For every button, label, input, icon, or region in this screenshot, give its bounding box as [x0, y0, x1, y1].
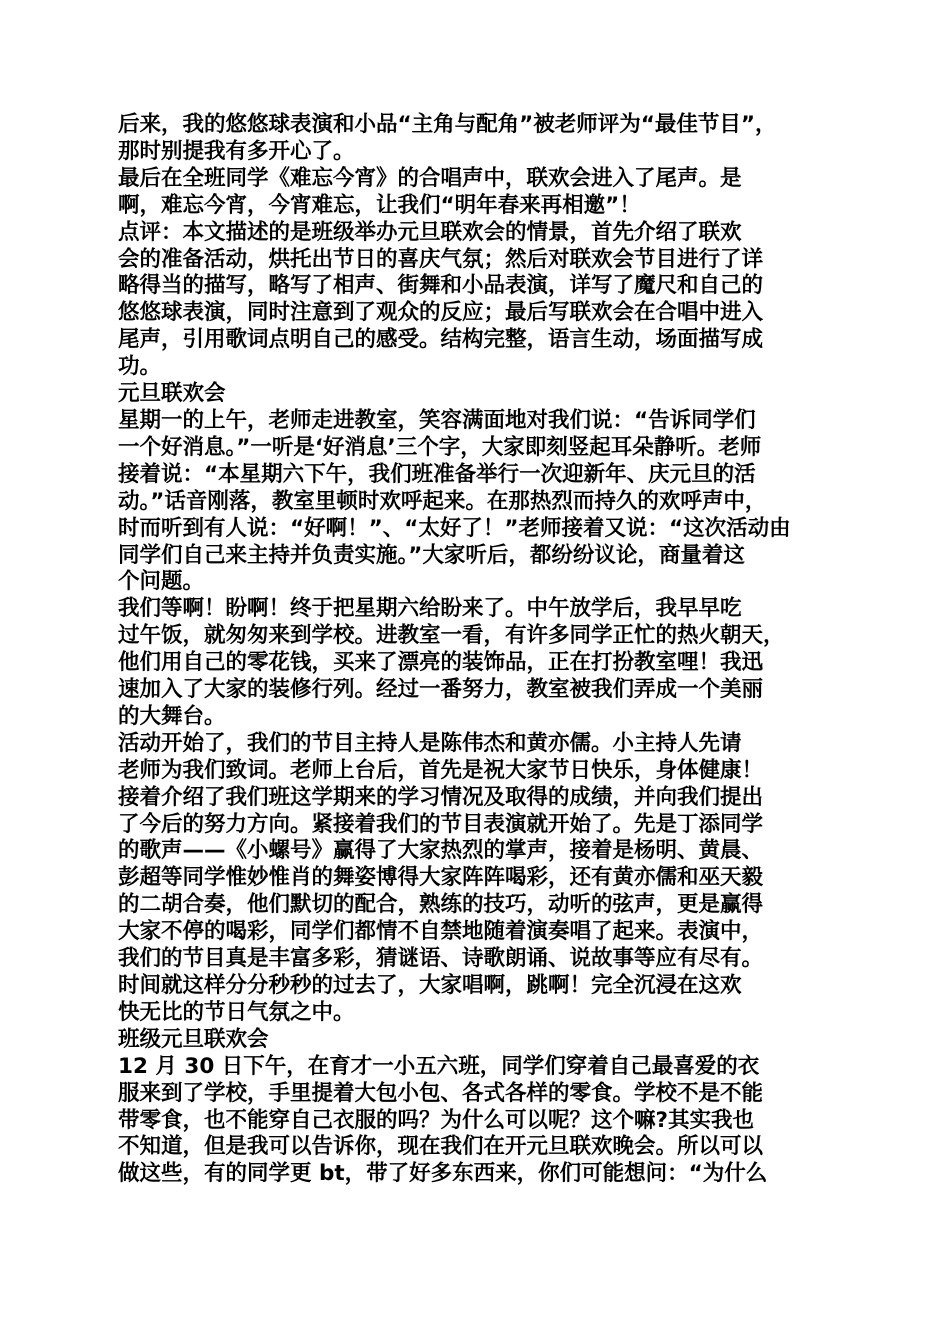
paragraph: 星期一的上午，老师走进教室，笑容满面地对我们说：“告诉同学们 一个好消息。”一听是‘好消息’三个字，大家即刻竖起耳朵静听。老师 接着说：“本星期六下午，我们班准备举行一次迎新年、庆元旦的活 动。”话音刚落，教室里顿时欢呼起来。在那热烈而持久的欢呼声中， 时而听到有人说：“好啊！”、“太好了！”老师接着又说：“这次活动由 同学们自己来主持并负责实施。”大家听后，都纷纷议论，商量着这 个问题。 — [118, 407, 791, 595]
paragraph: 后来，我的悠悠球表演和小品“主角与配角”被老师评为“最佳节目”， 那时别提我有多开心了。 — [118, 112, 777, 164]
section-heading: 班级元旦联欢会 — [118, 1026, 269, 1052]
section-heading: 元旦联欢会 — [118, 381, 226, 407]
paragraph: 时间就这样分分秒秒的过去了，大家唱啊，跳啊！完全沉浸在这欢 快无比的节日气氛之中。 — [118, 973, 742, 1025]
paragraph: 12 月 30 日下午，在育才一小五六班，同学们穿着自己最喜爱的衣 服来到了学校，手里提着大包小包、各式各样的零食。学校不是不能 带零食，也不能穿自己衣服的吗？为什么可以呢？这个嘛?其实我也 不知道，但是我可以告诉你，现在我们在开元旦联欢晚会。所以可以 做这些，有的同学更 bt，带了好多东西来，你们可能想问：“为什么 — [118, 1053, 768, 1187]
paragraph: 点评：本文描述的是班级举办元旦联欢会的情景，首先介绍了联欢 会的准备活动，烘托出节日的喜庆气氛；然后对联欢会节目进行了详 略得当的描写，略写了相声、街舞和小品表演，详写了魔尺和自己的 悠悠球表演，同时注意到了观众的反应；最后写联欢会在合唱中进入 尾声，引用歌词点明自己的感受。结构完整，语言生动，场面描写成 功。 — [118, 219, 764, 380]
paragraph: 最后在全班同学《难忘今宵》的合唱声中，联欢会进入了尾声。是 啊，难忘今宵，今宵难忘，让我们“明年春来再相邀”！ — [118, 165, 742, 218]
paragraph: 活动开始了，我们的节目主持人是陈伟杰和黄亦儒。小主持人先请 老师为我们致词。老师上台后，首先是祝大家节日快乐，身体健康！ 接着介绍了我们班这学期来的学习情况及取得的成绩，并向我们提出 了今后的努力方向。紧接着我们的节目表演就开始了。先是丁添同学 的歌声——《小螺号》赢得了大家热烈的掌声，接着是杨明、黄晨、 彭超等同学惟妙惟肖的舞姿博得大家阵阵喝彩，还有黄亦儒和巫天毅 的二胡合奏，他们默切的配合，熟练的技巧，动听的弦声，更是赢得 大家不停的喝彩，同学们都情不自禁地随着演奏唱了起来。表演中， 我们的节目真是丰富多彩，猜谜语、诗歌朗诵、说故事等应有尽有。 — [118, 730, 764, 972]
paragraph: 我们等啊！盼啊！终于把星期六给盼来了。中午放学后，我早早吃 过午饭，就匆匆来到学校。进教室一看，有许多同学正忙的热火朝天， 他们用自己的零花钱，买来了漂亮的装饰品，正在打扮教室哩！我迅 速加入了大家的装修行列。经过一番努力，教室被我们弄成一个美丽 的大舞台。 — [118, 596, 785, 729]
document-page — [118, 112, 846, 1188]
